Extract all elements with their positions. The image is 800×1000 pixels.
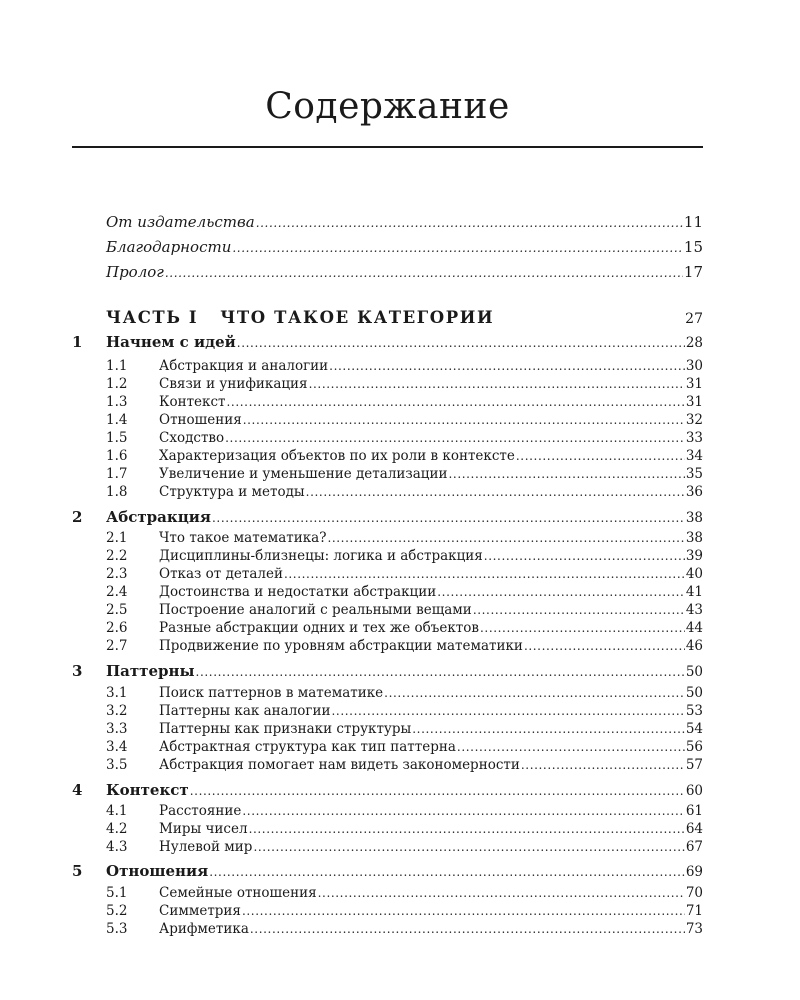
section-number: 1.3 — [106, 394, 128, 410]
section-number: 4.2 — [106, 821, 128, 837]
dot-leader — [448, 467, 684, 481]
dot-leader — [256, 216, 683, 230]
entry-page: 46 — [685, 638, 703, 654]
section-title: Продвижение по уровням абстракции математики — [159, 638, 523, 654]
dot-leader — [212, 511, 685, 525]
section-number: 4.3 — [106, 839, 128, 855]
dot-leader — [242, 904, 685, 918]
toc-entry-chapter[interactable] — [106, 508, 703, 526]
dot-leader — [437, 585, 685, 599]
dot-leader — [243, 413, 685, 427]
toc-entry-section[interactable] — [106, 430, 703, 446]
section-number: 5.3 — [106, 921, 128, 937]
dot-leader — [250, 922, 685, 936]
entry-page: 15 — [683, 238, 703, 256]
part-page: 27 — [685, 311, 703, 327]
entry-page: 36 — [685, 484, 703, 500]
section-title: Абстракция помогает нам видеть закономерности — [159, 757, 520, 773]
entry-page: 35 — [685, 466, 703, 482]
section-title: Симметрия — [159, 903, 241, 919]
entry-page: 31 — [685, 394, 703, 410]
entry-page: 50 — [685, 664, 703, 680]
dot-leader — [457, 740, 685, 754]
dot-leader — [516, 449, 685, 463]
section-title: Миры чисел — [159, 821, 248, 837]
entry-page: 31 — [685, 376, 703, 392]
chapter-title: Контекст — [106, 781, 189, 799]
entry-page: 34 — [685, 448, 703, 464]
section-title: Арифметика — [159, 921, 249, 937]
section-number: 3.1 — [106, 685, 128, 701]
section-title: Структура и методы — [159, 484, 305, 500]
chapter-title: Отношения — [106, 862, 209, 880]
dot-leader — [196, 665, 685, 679]
chapter-number: 1 — [72, 333, 83, 351]
entry-page: 44 — [685, 620, 703, 636]
section-title: Поиск паттернов в математике — [159, 685, 384, 701]
toc-entry-section[interactable] — [106, 466, 703, 482]
section-title: Абстрактная структура как тип паттерна — [159, 739, 456, 755]
toc-entry-chapter[interactable] — [106, 862, 703, 880]
title-rule — [72, 146, 703, 148]
toc-entry-section[interactable] — [106, 376, 703, 392]
toc-entry-front[interactable] — [106, 238, 703, 256]
entry-page: 67 — [685, 839, 703, 855]
entry-page: 60 — [685, 783, 703, 799]
toc-entry-section[interactable] — [106, 412, 703, 428]
dot-leader — [232, 241, 683, 255]
toc-entry-section[interactable] — [106, 703, 703, 719]
section-number: 1.2 — [106, 376, 128, 392]
dot-leader — [249, 822, 685, 836]
entry-page: 28 — [685, 335, 703, 351]
section-number: 1.5 — [106, 430, 128, 446]
section-title: Контекст — [159, 394, 226, 410]
toc-entry-section[interactable] — [106, 903, 703, 919]
entry-page: 57 — [685, 757, 703, 773]
entry-title: От издательства — [106, 213, 255, 231]
section-number: 2.3 — [106, 566, 128, 582]
chapter-number: 2 — [72, 508, 83, 526]
section-title: Характеризация объектов по их роли в контексте — [159, 448, 515, 464]
toc-entry-section[interactable] — [106, 394, 703, 410]
toc-entry-section[interactable] — [106, 721, 703, 737]
dot-leader — [237, 336, 685, 350]
chapter-title: Абстракция — [106, 508, 211, 526]
entry-page: 11 — [683, 213, 703, 231]
toc-entry-front[interactable] — [106, 263, 703, 281]
entry-page: 69 — [685, 864, 703, 880]
section-number: 4.1 — [106, 803, 128, 819]
toc-entry-section[interactable] — [106, 803, 703, 819]
dot-leader — [480, 621, 685, 635]
section-title: Достоинства и недостатки абстракции — [159, 584, 437, 600]
toc-entry-section[interactable] — [106, 602, 703, 618]
chapter-number: 3 — [72, 662, 83, 680]
section-number: 2.1 — [106, 530, 128, 546]
entry-title: Пролог — [106, 263, 164, 281]
toc-entry-section[interactable] — [106, 885, 703, 901]
section-title: Паттерны как признаки структуры — [159, 721, 412, 737]
chapter-number: 5 — [72, 862, 83, 880]
dot-leader — [524, 639, 685, 653]
entry-page: 38 — [685, 510, 703, 526]
entry-page: 17 — [683, 263, 703, 281]
chapter-number: 4 — [72, 781, 83, 799]
entry-page: 61 — [685, 803, 703, 819]
chapter-title: Паттерны — [106, 662, 195, 680]
dot-leader — [318, 886, 685, 900]
section-number: 1.1 — [106, 358, 128, 374]
section-title: Семейные отношения — [159, 885, 317, 901]
dot-leader — [384, 686, 685, 700]
dot-leader — [225, 431, 685, 445]
dot-leader — [484, 549, 685, 563]
entry-page: 50 — [685, 685, 703, 701]
toc-entry-chapter[interactable] — [106, 333, 703, 351]
dot-leader — [253, 840, 684, 854]
entry-page: 54 — [685, 721, 703, 737]
entry-page: 38 — [685, 530, 703, 546]
dot-leader — [209, 865, 685, 879]
dot-leader — [227, 395, 685, 409]
dot-leader — [284, 567, 685, 581]
toc-entry-chapter[interactable] — [106, 662, 703, 680]
entry-title: Благодарности — [106, 238, 232, 256]
dot-leader — [165, 266, 683, 280]
dot-leader — [306, 485, 685, 499]
entry-page: 40 — [685, 566, 703, 582]
dot-leader — [242, 804, 684, 818]
section-title: Сходство — [159, 430, 225, 446]
dot-leader — [309, 377, 685, 391]
toc-entry-chapter[interactable] — [106, 781, 703, 799]
section-title: Построение аналогий с реальными вещами — [159, 602, 472, 618]
entry-page: 53 — [685, 703, 703, 719]
section-number: 5.2 — [106, 903, 128, 919]
section-number: 1.7 — [106, 466, 128, 482]
entry-page: 30 — [685, 358, 703, 374]
section-title: Отказ от деталей — [159, 566, 283, 582]
section-number: 1.6 — [106, 448, 128, 464]
section-number: 3.5 — [106, 757, 128, 773]
toc-entry-section[interactable] — [106, 484, 703, 500]
toc-entry-section[interactable] — [106, 839, 703, 855]
section-title: Абстракция и аналогии — [159, 358, 329, 374]
dot-leader — [412, 722, 685, 736]
section-title: Увеличение и уменьшение детализации — [159, 466, 448, 482]
section-number: 2.4 — [106, 584, 128, 600]
dot-leader — [327, 531, 684, 545]
section-number: 1.4 — [106, 412, 128, 428]
part-heading[interactable] — [106, 308, 703, 327]
entry-page: 64 — [685, 821, 703, 837]
section-number: 1.8 — [106, 484, 128, 500]
entry-page: 56 — [685, 739, 703, 755]
section-number: 5.1 — [106, 885, 128, 901]
dot-leader — [329, 359, 685, 373]
toc-entry-section[interactable] — [106, 448, 703, 464]
section-number: 2.2 — [106, 548, 128, 564]
entry-page: 73 — [685, 921, 703, 937]
section-number: 2.7 — [106, 638, 128, 654]
section-number: 3.4 — [106, 739, 128, 755]
toc-entry-section[interactable] — [106, 821, 703, 837]
section-number: 2.6 — [106, 620, 128, 636]
entry-page: 39 — [685, 548, 703, 564]
section-title: Дисциплины-близнецы: логика и абстракция — [159, 548, 483, 564]
part-label: ЧАСТЬ I ЧТО ТАКОЕ КАТЕГОРИИ — [106, 308, 495, 327]
toc-entry-section[interactable] — [106, 685, 703, 701]
dot-leader — [190, 784, 685, 798]
toc-entry-section[interactable] — [106, 566, 703, 582]
toc-entry-section[interactable] — [106, 921, 703, 937]
toc-entry-section[interactable] — [106, 638, 703, 654]
entry-page: 41 — [685, 584, 703, 600]
toc-entry-section[interactable] — [106, 757, 703, 773]
section-number: 3.2 — [106, 703, 128, 719]
toc-entry-section[interactable] — [106, 584, 703, 600]
section-title: Отношения — [159, 412, 242, 428]
toc-entry-section[interactable] — [106, 548, 703, 564]
toc-entry-section[interactable] — [106, 620, 703, 636]
section-title: Что такое математика? — [159, 530, 327, 546]
entry-page: 71 — [685, 903, 703, 919]
entry-page: 43 — [685, 602, 703, 618]
toc-entry-section[interactable] — [106, 739, 703, 755]
section-title: Нулевой мир — [159, 839, 253, 855]
dot-leader — [521, 758, 685, 772]
section-title: Паттерны как аналогии — [159, 703, 331, 719]
toc-entry-section[interactable] — [106, 530, 703, 546]
section-title: Связи и унификация — [159, 376, 308, 392]
section-number: 2.5 — [106, 602, 128, 618]
entry-page: 70 — [685, 885, 703, 901]
section-number: 3.3 — [106, 721, 128, 737]
toc-entry-section[interactable] — [106, 358, 703, 374]
entry-page: 33 — [685, 430, 703, 446]
toc-entry-front[interactable] — [106, 213, 703, 231]
entry-page: 32 — [685, 412, 703, 428]
chapter-title: Начнем с идей — [106, 333, 236, 351]
page-title: Содержание — [265, 86, 510, 127]
dot-leader — [473, 603, 685, 617]
dot-leader — [332, 704, 685, 718]
section-title: Расстояние — [159, 803, 242, 819]
section-title: Разные абстракции одних и тех же объектов — [159, 620, 479, 636]
